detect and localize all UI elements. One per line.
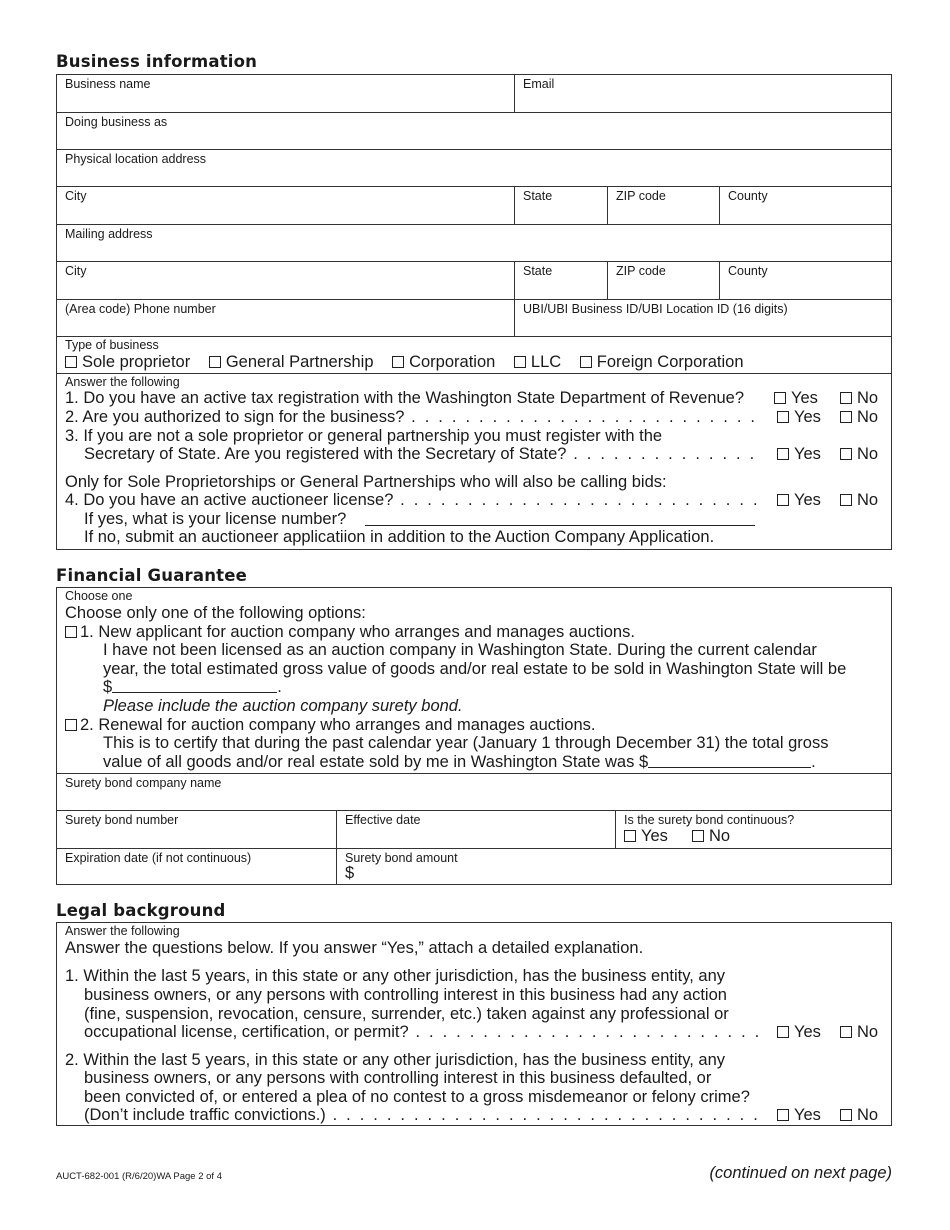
city-field-1[interactable] <box>57 187 514 224</box>
legal-intro: Answer the questions below. If you answer “Yes,” attach a detailed explanation. <box>65 939 644 957</box>
q4-yes[interactable]: Yes <box>774 491 821 510</box>
q2-yes[interactable]: Yes <box>774 408 821 427</box>
state-field-1[interactable] <box>514 187 607 224</box>
continuous-question-label: Is the surety bond continuous? <box>624 813 795 827</box>
surety-company-label: Surety bond company name <box>65 776 222 790</box>
row-business-questions <box>57 373 891 549</box>
physical-address-field[interactable] <box>57 150 891 186</box>
option-1-line2: year, the total estimated gross value of goods and/or real estate to be sold in Washington State will be <box>103 660 847 678</box>
row-financial-options <box>57 588 891 773</box>
question-2-text: 2. Are you authorized to sign for the business? . . . . . . . . . . . . . . . . . . . . . . . . . . <box>65 408 758 426</box>
physical-address-label: Physical location address <box>65 152 207 166</box>
city-field-2[interactable] <box>57 262 514 299</box>
question-3-text-line2: Secretary of State. Are you registered with the Secretary of State? . . . . . . . . . . . . . . <box>84 445 757 463</box>
phone-field[interactable] <box>57 300 514 336</box>
q3-no[interactable]: No <box>840 445 878 464</box>
state-label-1: State <box>523 189 553 203</box>
zip-label-1: ZIP code <box>616 189 666 203</box>
county-field-2[interactable] <box>719 262 891 299</box>
option-1-note: Please include the auction company surety bond. <box>103 697 463 715</box>
type-llc[interactable]: LLC <box>514 353 561 371</box>
surety-number-field[interactable] <box>57 811 336 848</box>
legal-q1-line4: occupational license, certification, or permit? . . . . . . . . . . . . . . . . . . . . . . . . . . <box>84 1023 762 1041</box>
license-number-line[interactable] <box>365 525 755 526</box>
ubi-label: UBI/UBI Business ID/UBI Location ID (16 digits) <box>523 302 788 316</box>
option-1[interactable]: 1. New applicant for auction company who arranges and manages auctions. <box>65 623 635 642</box>
continuous-no[interactable]: No <box>692 827 730 846</box>
dba-field[interactable] <box>57 113 891 149</box>
county-field-1[interactable] <box>719 187 891 224</box>
effective-date-label: Effective date <box>345 813 421 827</box>
checkbox-icon[interactable] <box>209 356 221 368</box>
business-name-label: Business name <box>65 77 151 91</box>
q4-no[interactable]: No <box>840 491 878 510</box>
checkbox-icon[interactable] <box>777 1026 789 1038</box>
option-1-amount: $ . <box>103 678 282 696</box>
license-no-instruction: If no, submit an auctioneer applicatiion in addition to the Auction Company Application. <box>84 528 715 546</box>
question-4-text: 4. Do you have an active auctioneer license? . . . . . . . . . . . . . . . . . . . . . . . . . . . <box>65 491 760 509</box>
checkbox-icon[interactable] <box>692 830 704 842</box>
license-number-prompt: If yes, what is your license number? <box>84 510 347 528</box>
business-name-field[interactable] <box>57 75 514 112</box>
form-id: AUCT-682-001 (R/6/20)WA Page 2 of 4 <box>56 1171 222 1182</box>
type-foreign-corporation[interactable]: Foreign Corporation <box>580 353 744 371</box>
renewal-amount-field[interactable] <box>648 753 811 768</box>
checkbox-icon[interactable] <box>392 356 404 368</box>
checkbox-icon[interactable] <box>580 356 592 368</box>
checkbox-icon[interactable] <box>65 719 77 731</box>
mailing-address-label: Mailing address <box>65 227 153 241</box>
legal-q1-line1: 1. Within the last 5 years, in this state or any other jurisdiction, has the business entity, any <box>65 967 726 985</box>
business-section-title: Business information <box>56 52 258 71</box>
row-city-2 <box>57 261 891 299</box>
row-mailing-address <box>57 224 891 261</box>
dba-label: Doing business as <box>65 115 168 129</box>
checkbox-icon[interactable] <box>840 392 852 404</box>
legal-q2-line4: (Don’t include traffic convictions.) . . . . . . . . . . . . . . . . . . . . . . . . . . . . . . . . <box>84 1106 760 1124</box>
row-phone-ubi <box>57 299 891 336</box>
checkbox-icon[interactable] <box>65 626 77 638</box>
county-label-2: County <box>728 264 768 278</box>
phone-label: (Area code) Phone number <box>65 302 216 316</box>
state-field-2[interactable] <box>514 262 607 299</box>
row-business-name <box>57 75 891 112</box>
surety-number-label: Surety bond number <box>65 813 179 827</box>
legal-table <box>56 922 892 1126</box>
state-label-2: State <box>523 264 553 278</box>
continuous-field <box>615 811 891 848</box>
checkbox-icon[interactable] <box>624 830 636 842</box>
bond-amount-label: Surety bond amount <box>345 851 458 865</box>
checkbox-icon[interactable] <box>65 356 77 368</box>
legal-q2-yes[interactable]: Yes <box>774 1106 821 1125</box>
legal-answer-label: Answer the following <box>65 924 180 938</box>
row-surety-details <box>57 810 891 848</box>
q1-yes[interactable]: Yes <box>774 389 818 408</box>
zip-label-2: ZIP code <box>616 264 666 278</box>
ubi-field[interactable] <box>514 300 891 336</box>
bond-amount-field[interactable] <box>336 849 891 884</box>
option-2[interactable]: 2. Renewal for auction company who arranges and manages auctions. <box>65 716 595 735</box>
legal-q1-line3: (fine, suspension, revocation, censure, surrender, etc.) taken against any professional or <box>84 1005 729 1023</box>
financial-table <box>56 587 892 885</box>
answer-following-label: Answer the following <box>65 375 180 389</box>
choose-one-label: Choose one <box>65 589 133 603</box>
checkbox-icon[interactable] <box>777 411 789 423</box>
business-type-label: Type of business <box>65 338 159 352</box>
city-label-1: City <box>65 189 87 203</box>
checkbox-icon[interactable] <box>777 1109 789 1121</box>
estimated-amount-field[interactable] <box>112 678 277 693</box>
financial-section-title: Financial Guarantee <box>56 566 248 585</box>
option-2-line2: value of all goods and/or real estate sold by me in Washington State was $ . <box>103 753 816 771</box>
business-type-options <box>65 353 744 372</box>
zip-field-2[interactable] <box>607 262 719 299</box>
row-city-1 <box>57 186 891 224</box>
row-dba <box>57 112 891 149</box>
county-label-1: County <box>728 189 768 203</box>
legal-q1-line2: business owners, or any persons with controlling interest in this business had any action <box>84 986 727 1004</box>
checkbox-icon[interactable] <box>774 392 786 404</box>
checkbox-icon[interactable] <box>777 494 789 506</box>
city-label-2: City <box>65 264 87 278</box>
sole-prop-note: Only for Sole Proprietorships or General Partnerships who will also be calling bids: <box>65 473 667 491</box>
legal-q1-no[interactable]: No <box>840 1023 878 1042</box>
checkbox-icon[interactable] <box>840 448 852 460</box>
question-3-text-line1: 3. If you are not a sole proprietor or general partnership you must register with the <box>65 427 663 445</box>
surety-company-field[interactable] <box>57 774 891 810</box>
business-info-table <box>56 74 892 550</box>
checkbox-icon[interactable] <box>840 1026 852 1038</box>
type-corporation[interactable]: Corporation <box>392 353 495 371</box>
question-1-text: 1. Do you have an active tax registration with the Washington State Department of Revenue? <box>65 389 745 407</box>
zip-field-1[interactable] <box>607 187 719 224</box>
checkbox-icon[interactable] <box>840 411 852 423</box>
checkbox-icon[interactable] <box>514 356 526 368</box>
q2-no[interactable]: No <box>840 408 878 427</box>
row-expiration <box>57 848 891 884</box>
legal-q2-line2: business owners, or any persons with controlling interest in this business defaulted, or <box>84 1069 712 1087</box>
row-business-type <box>57 336 891 373</box>
mailing-address-field[interactable] <box>57 225 891 261</box>
email-field[interactable] <box>514 75 891 112</box>
option-2-line1: This is to certify that during the past calendar year (January 1 through December 31) the total gross <box>103 734 829 752</box>
continuous-yes[interactable]: Yes <box>624 827 668 846</box>
q3-yes[interactable]: Yes <box>774 445 821 464</box>
q1-no[interactable]: No <box>840 389 878 408</box>
option-1-line1: I have not been licensed as an auction company in Washington State. During the current calendar <box>103 641 817 659</box>
effective-date-field[interactable] <box>336 811 615 848</box>
email-label: Email <box>523 77 555 91</box>
continued-note: (continued on next page) <box>709 1164 892 1182</box>
legal-section-title: Legal background <box>56 901 226 920</box>
choose-instruction: Choose only one of the following options: <box>65 604 366 622</box>
expiration-date-label: Expiration date (if not continuous) <box>65 851 252 865</box>
checkbox-icon[interactable] <box>777 448 789 460</box>
bond-amount-dollar: $ <box>345 864 355 882</box>
legal-q2-line3: been convicted of, or entered a plea of no contest to a gross misdemeanor or felony crime? <box>84 1088 750 1106</box>
row-physical-address <box>57 149 891 186</box>
type-sole-proprietor[interactable]: Sole proprietor <box>65 353 190 371</box>
legal-q1-yes[interactable]: Yes <box>774 1023 821 1042</box>
row-surety-company <box>57 773 891 810</box>
checkbox-icon[interactable] <box>840 494 852 506</box>
legal-q2-line1: 2. Within the last 5 years, in this state or any other jurisdiction, has the business entity, any <box>65 1051 726 1069</box>
expiration-date-field[interactable] <box>57 849 336 884</box>
checkbox-icon[interactable] <box>840 1109 852 1121</box>
legal-q2-no[interactable]: No <box>840 1106 878 1125</box>
type-general-partnership[interactable]: General Partnership <box>209 353 374 371</box>
